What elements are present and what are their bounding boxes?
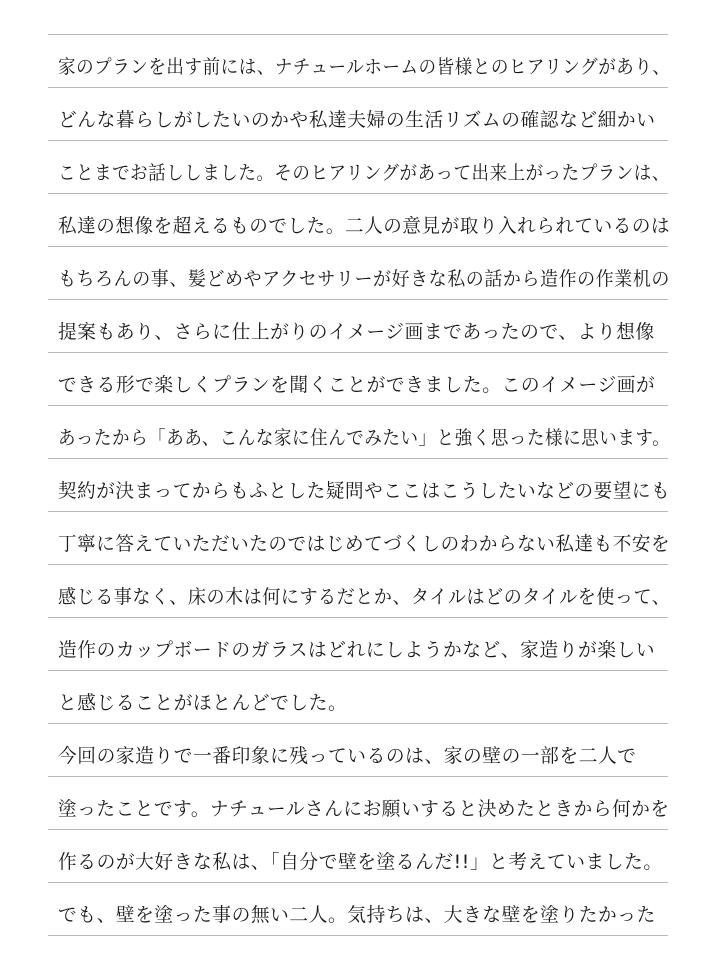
ruled-line — [48, 34, 668, 35]
ruled-line — [48, 352, 668, 353]
ruled-line — [48, 935, 668, 936]
ruled-line — [48, 458, 668, 459]
text-line: もちろんの事、髪どめやアクセサリーが好きな私の話から造作の作業机の — [58, 268, 670, 290]
ruled-line — [48, 617, 668, 618]
text-line: 塗ったことです。ナチュールさんにお願いすると決めたときから何かを — [58, 798, 670, 820]
text-line: 今回の家造りで一番印象に残っているのは、家の壁の一部を二人で — [58, 745, 637, 767]
text-line: ことまでお話ししました。そのヒアリングがあって出来上がったプランは、 — [58, 162, 670, 184]
ruled-line — [48, 193, 668, 194]
text-line: 提案もあり、さらに仕上がりのイメージ画まであったので、より想像 — [58, 321, 655, 343]
text-line: 家のプランを出す前には、ナチュールホームの皆様とのヒアリングがあり、 — [58, 56, 671, 78]
ruled-line — [48, 882, 668, 883]
text-line: 丁寧に答えていただいたのではじめてづくしのわからない私達も不安を — [58, 533, 670, 555]
ruled-line — [48, 299, 668, 300]
text-line: どんな暮らしがしたいのかや私達夫婦の生活リズムの確認など細かい — [58, 109, 656, 131]
text-line: 感じる事なく、床の木は何にするだとか、タイルはどのタイルを使って、 — [58, 586, 671, 608]
text-line: 造作のカップボードのガラスはどれにしようかなど、家造りが楽しい — [58, 639, 656, 661]
text-line: 契約が決まってからもふとした疑問やここはこうしたいなどの要望にも — [58, 480, 670, 502]
ruled-line — [48, 776, 668, 777]
ruled-line — [48, 405, 668, 406]
ruled-line — [48, 723, 668, 724]
ruled-line — [48, 670, 668, 671]
text-line: と感じることがほとんどでした。 — [58, 692, 348, 714]
ruled-line — [48, 829, 668, 830]
ruled-line — [48, 511, 668, 512]
text-line: あったから「ああ、こんな家に住んでみたい」と強く思った様に思います。 — [58, 427, 671, 449]
text-line: 私達の想像を超えるものでした。二人の意見が取り入れられているのは — [58, 215, 670, 237]
ruled-line — [48, 87, 668, 88]
ruled-line — [48, 246, 668, 247]
text-line: 作るのが大好きな私は、「自分で壁を塗るんだ!!」と考えていました。 — [58, 851, 663, 873]
text-line: でも、壁を塗った事の無い二人。気持ちは、大きな壁を塗りたかった — [58, 904, 656, 926]
ruled-line — [48, 140, 668, 141]
ruled-line — [48, 564, 668, 565]
text-line: できる形で楽しくプランを聞くことができました。このイメージ画が — [58, 374, 656, 396]
